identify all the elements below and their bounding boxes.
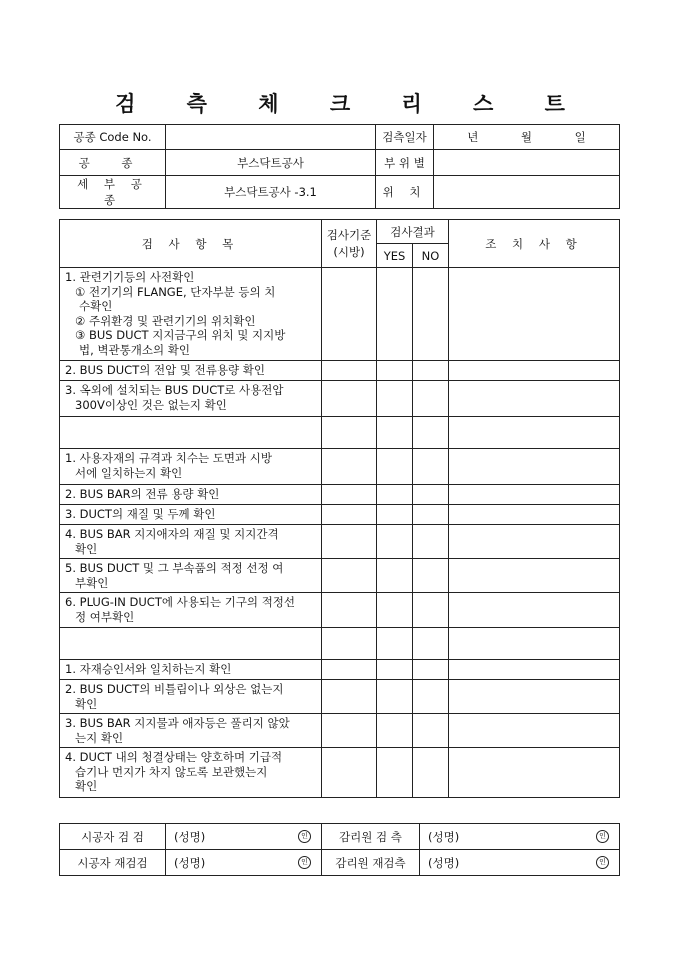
header-action: 조 치 사 항 [449,220,620,268]
item-line: 서에 일치하는지 확인 [75,465,183,480]
name-placeholder: (성명) [428,829,460,844]
no-cell[interactable] [413,559,449,593]
item-empty [60,417,322,449]
work-code-label: 공종 Code No. [60,125,166,150]
yes-cell[interactable] [377,485,413,505]
yes-cell[interactable] [377,449,413,485]
no-cell[interactable] [413,714,449,748]
item-line: 300V이상인 것은 없는지 확인 [75,397,227,412]
yes-cell[interactable] [377,381,413,417]
yes-cell[interactable] [377,628,413,660]
table-row [60,748,620,798]
item-line: ③ BUS DUCT 지지금구의 위치 및 지지방 [75,328,286,342]
yes-cell[interactable] [377,714,413,748]
item-line: 는지 확인 [75,730,124,745]
action-cell[interactable] [449,559,620,593]
criteria-cell[interactable] [322,361,377,381]
item-line: 3. BUS BAR 지지물과 애자등은 풀리지 않았 [65,716,290,730]
item-insulator [60,525,322,559]
item-line: 정 여부확인 [75,609,135,624]
name-placeholder: (성명) [174,829,206,844]
header-criteria-line2: (시방) [333,244,365,259]
detail-work-label: 세 부 공 종 [60,176,166,209]
item-approval-match: 1. 자재승인서와 일치하는지 확인 [60,660,322,680]
contractor-reinspect-sign[interactable] [166,850,322,876]
item-line: 2. BUS DUCT의 비틀림이나 외상은 없는지 [65,682,284,696]
header-no: NO [413,244,449,268]
item-material-spec [60,449,322,485]
criteria-cell[interactable] [322,748,377,798]
item-line: ② 주위환경 및 관련기기의 위치확인 [75,313,256,328]
action-cell[interactable] [449,748,620,798]
name-placeholder: (성명) [174,855,206,870]
yes-cell[interactable] [377,417,413,449]
item-line: 6. PLUG-IN DUCT에 사용되는 기구의 적정선 [65,595,296,609]
table-row [60,268,620,361]
criteria-cell[interactable] [322,485,377,505]
no-cell[interactable] [413,628,449,660]
item-pre-check [60,268,322,361]
item-outdoor-voltage [60,381,322,417]
header-inspection-item: 검 사 항 목 [60,220,322,268]
item-line: 3. 옥외에 설치되는 BUS DUCT로 사용전압 [65,383,284,397]
name-placeholder: (성명) [428,855,460,870]
seal-icon: 인 [298,856,311,869]
table-row [60,660,620,680]
action-cell[interactable] [449,680,620,714]
date-day-label: 일 [574,130,586,144]
item-twist-damage [60,680,322,714]
item-busbar-current: 2. BUS BAR의 전류 용량 확인 [60,485,322,505]
table-row [60,381,620,417]
item-line: 1. 사용자재의 규격과 치수는 도면과 시방 [65,451,272,465]
no-cell[interactable] [413,525,449,559]
table-row [60,417,620,449]
item-line: 1. 관련기기등의 사전확인 [65,270,195,284]
action-cell[interactable] [449,485,620,505]
table-row [60,628,620,660]
no-cell[interactable] [413,748,449,798]
item-cleanliness [60,748,322,798]
seal-icon: 인 [596,830,609,843]
contractor-inspect-sign[interactable] [166,824,322,850]
item-line: 4. BUS BAR 지지애자의 재질 및 지지간격 [65,527,279,541]
header-yes: YES [377,244,413,268]
table-row [60,525,620,559]
item-line: 4. DUCT 내의 청결상태는 양호하며 기급적 [65,750,283,764]
item-line: ① 전기기의 FLANGE, 단자부분 등의 치 [75,284,276,299]
yes-cell[interactable] [377,361,413,381]
action-cell[interactable] [449,593,620,628]
criteria-cell[interactable] [322,381,377,417]
date-month-label: 월 [520,130,533,144]
item-line: 확인 [75,779,98,793]
signature-table [59,823,620,876]
document-title: 검 측 체 크 리 스 트 [115,91,587,116]
item-duct-material: 3. DUCT의 재질 및 두께 확인 [60,505,322,525]
criteria-cell[interactable] [322,680,377,714]
table-row [60,680,620,714]
action-cell[interactable] [449,505,620,525]
supervisor-reinspect-label: 감리원 재검측 [322,850,420,876]
action-cell[interactable] [449,417,620,449]
yes-cell[interactable] [377,268,413,361]
yes-cell[interactable] [377,748,413,798]
table-row [60,361,620,381]
header-result: 검사결과 [377,220,449,244]
item-line: 확인 [75,696,98,711]
action-cell[interactable] [449,381,620,417]
action-cell[interactable] [449,449,620,485]
work-type-value[interactable]: 부스닥트공사 [166,150,376,176]
criteria-cell[interactable] [322,505,377,525]
criteria-cell[interactable] [322,449,377,485]
no-cell[interactable] [413,660,449,680]
item-line: 수확인 [79,299,113,313]
action-cell[interactable] [449,525,620,559]
criteria-cell[interactable] [322,525,377,559]
location-label: 위 치 [376,176,434,209]
seal-icon: 인 [596,856,609,869]
date-field[interactable] [434,125,620,150]
contractor-inspect-label: 시공자 검 검 [60,824,166,850]
criteria-cell[interactable] [322,628,377,660]
yes-cell[interactable] [377,505,413,525]
action-cell[interactable] [449,660,620,680]
action-cell[interactable] [449,361,620,381]
date-year-label: 년 [467,130,479,144]
supervisor-inspect-label: 감리원 검 측 [322,824,420,850]
no-cell[interactable] [413,417,449,449]
supervisor-reinspect-sign[interactable] [420,850,620,876]
table-row [60,593,620,628]
criteria-cell[interactable] [322,417,377,449]
item-line: 5. BUS DUCT 및 그 부속품의 적정 선정 여 [65,561,284,575]
table-row [60,505,620,525]
item-voltage-current: 2. BUS DUCT의 전압 및 전류용량 확인 [60,361,322,381]
item-line: 법, 벽관통개소의 확인 [79,342,190,357]
checklist-table [59,219,620,798]
no-cell[interactable] [413,680,449,714]
action-cell[interactable] [449,714,620,748]
action-cell[interactable] [449,628,620,660]
detail-work-value[interactable]: 부스닥트공사 -3.1 [166,176,376,209]
no-cell[interactable] [413,505,449,525]
part-value[interactable] [434,150,620,176]
info-table [59,124,620,209]
item-plug-in [60,593,322,628]
no-cell[interactable] [413,449,449,485]
yes-cell[interactable] [377,559,413,593]
yes-cell[interactable] [377,593,413,628]
yes-cell[interactable] [377,525,413,559]
action-cell[interactable] [449,268,620,361]
criteria-cell[interactable] [322,268,377,361]
item-line: 부확인 [75,575,109,590]
item-loosen [60,714,322,748]
location-value[interactable] [434,176,620,209]
item-line: 습기나 먼지가 차지 않도록 보관했는지 [75,764,268,779]
no-cell[interactable] [413,593,449,628]
no-cell[interactable] [413,381,449,417]
criteria-cell[interactable] [322,559,377,593]
criteria-cell[interactable] [322,660,377,680]
work-type-label: 공 종 [60,150,166,176]
supervisor-inspect-sign[interactable] [420,824,620,850]
criteria-cell[interactable] [322,714,377,748]
seal-icon: 인 [298,830,311,843]
table-row [60,485,620,505]
no-cell[interactable] [413,485,449,505]
yes-cell[interactable] [377,680,413,714]
work-code-value[interactable] [166,125,376,150]
item-empty [60,628,322,660]
contractor-reinspect-label: 시공자 재검검 [60,850,166,876]
header-criteria [322,220,377,268]
no-cell[interactable] [413,268,449,361]
date-label: 검측일자 [376,125,434,150]
yes-cell[interactable] [377,660,413,680]
no-cell[interactable] [413,361,449,381]
table-row [60,714,620,748]
part-label: 부 위 별 [376,150,434,176]
item-line: 확인 [75,541,98,556]
table-row [60,449,620,485]
header-criteria-line1: 검사기준 [326,227,372,242]
criteria-cell[interactable] [322,593,377,628]
item-accessories [60,559,322,593]
table-row [60,559,620,593]
